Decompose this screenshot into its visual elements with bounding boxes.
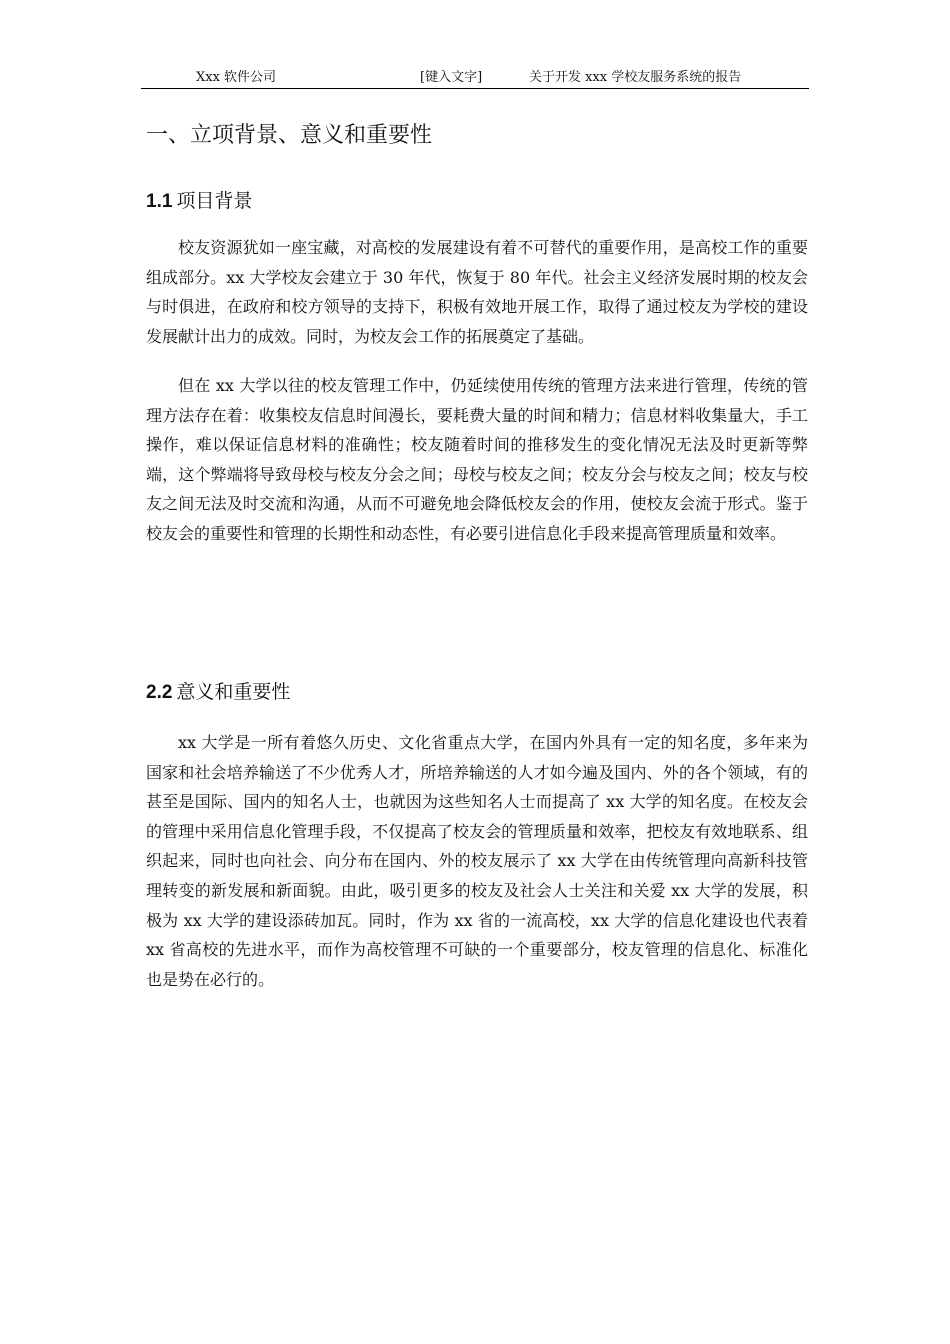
- page-header: [141, 66, 809, 89]
- section-heading-project-background: [146, 186, 252, 217]
- body-paragraph: 但在 xx 大学以往的校友管理工作中，仍延续使用传统的管理方法来进行管理，传统的管理方法存在着：收集校友信息时间漫长，要耗费大量的时间和精力；信息材料收集量大，手工操作，难以保证信息材料的准确性；校友随着时间的推移发生的变化情况无法及时更新等弊端，这个弊端将导致母校与校友分会之间；母校与校友之间；校友分会与校友之间；校友与校友之间无法及时交流和沟通，从而不可避免地会降低校友会的作用，使校友会流于形式。鉴于校友会的重要性和管理的长期性和动态性，有必要引进信息化手段来提高管理质量和效率。: [146, 376, 808, 543]
- header-report-title: 关于开发 xxx 学校友服务系统的报告: [529, 70, 742, 85]
- section-title: 项目背景: [176, 190, 253, 212]
- chapter-heading: 一、立项背景、意义和重要性: [146, 123, 433, 148]
- section-number: 2.2: [146, 682, 173, 703]
- header-company: Xxx 软件公司: [196, 70, 277, 85]
- section-title: 意义和重要性: [176, 681, 291, 703]
- body-paragraph: 校友资源犹如一座宝藏，对高校的发展建设有着不可替代的重要作用，是高校工作的重要组成部分。xx 大学校友会建立于 30 年代，恢复于 80 年代。社会主义经济发展时期的校友会与时俱进，在政府和校方领导的支持下，积极有效地开展工作，取得了通过校友为学校的建设发展献计出力的成效。同时，为校友会工作的拓展奠定了基础。: [146, 238, 808, 346]
- header-placeholder[interactable]: [键入文字]: [420, 70, 483, 85]
- body-paragraph: xx 大学是一所有着悠久历史、文化省重点大学，在国内外具有一定的知名度，多年来为国家和社会培养输送了不少优秀人才，所培养输送的人才如今遍及国内、外的各个领域，有的甚至是国际、国内的知名人士，也就因为这些知名人士而提高了 xx 大学的知名度。在校友会的管理中采用信息化管理手段，不仅提高了校友会的管理质量和效率，把校友有效地联系、组织起来，同时也向社会、向分布在国内、外的校友展示了 xx 大学在由传统管理向高新科技管理转变的新发展和新面貌。由此，吸引更多的校友及社会人士关注和关爱 xx 大学的发展，积极为 xx 大学的建设添砖加瓦。同时，作为 xx 省的一流高校，xx 大学的信息化建设也代表着 xx 省高校的先进水平，而作为高校管理不可缺的一个重要部分，校友管理的信息化、标准化也是势在必行的。: [146, 733, 808, 989]
- section-number: 1.1: [146, 191, 173, 212]
- section-heading-significance: [146, 677, 290, 708]
